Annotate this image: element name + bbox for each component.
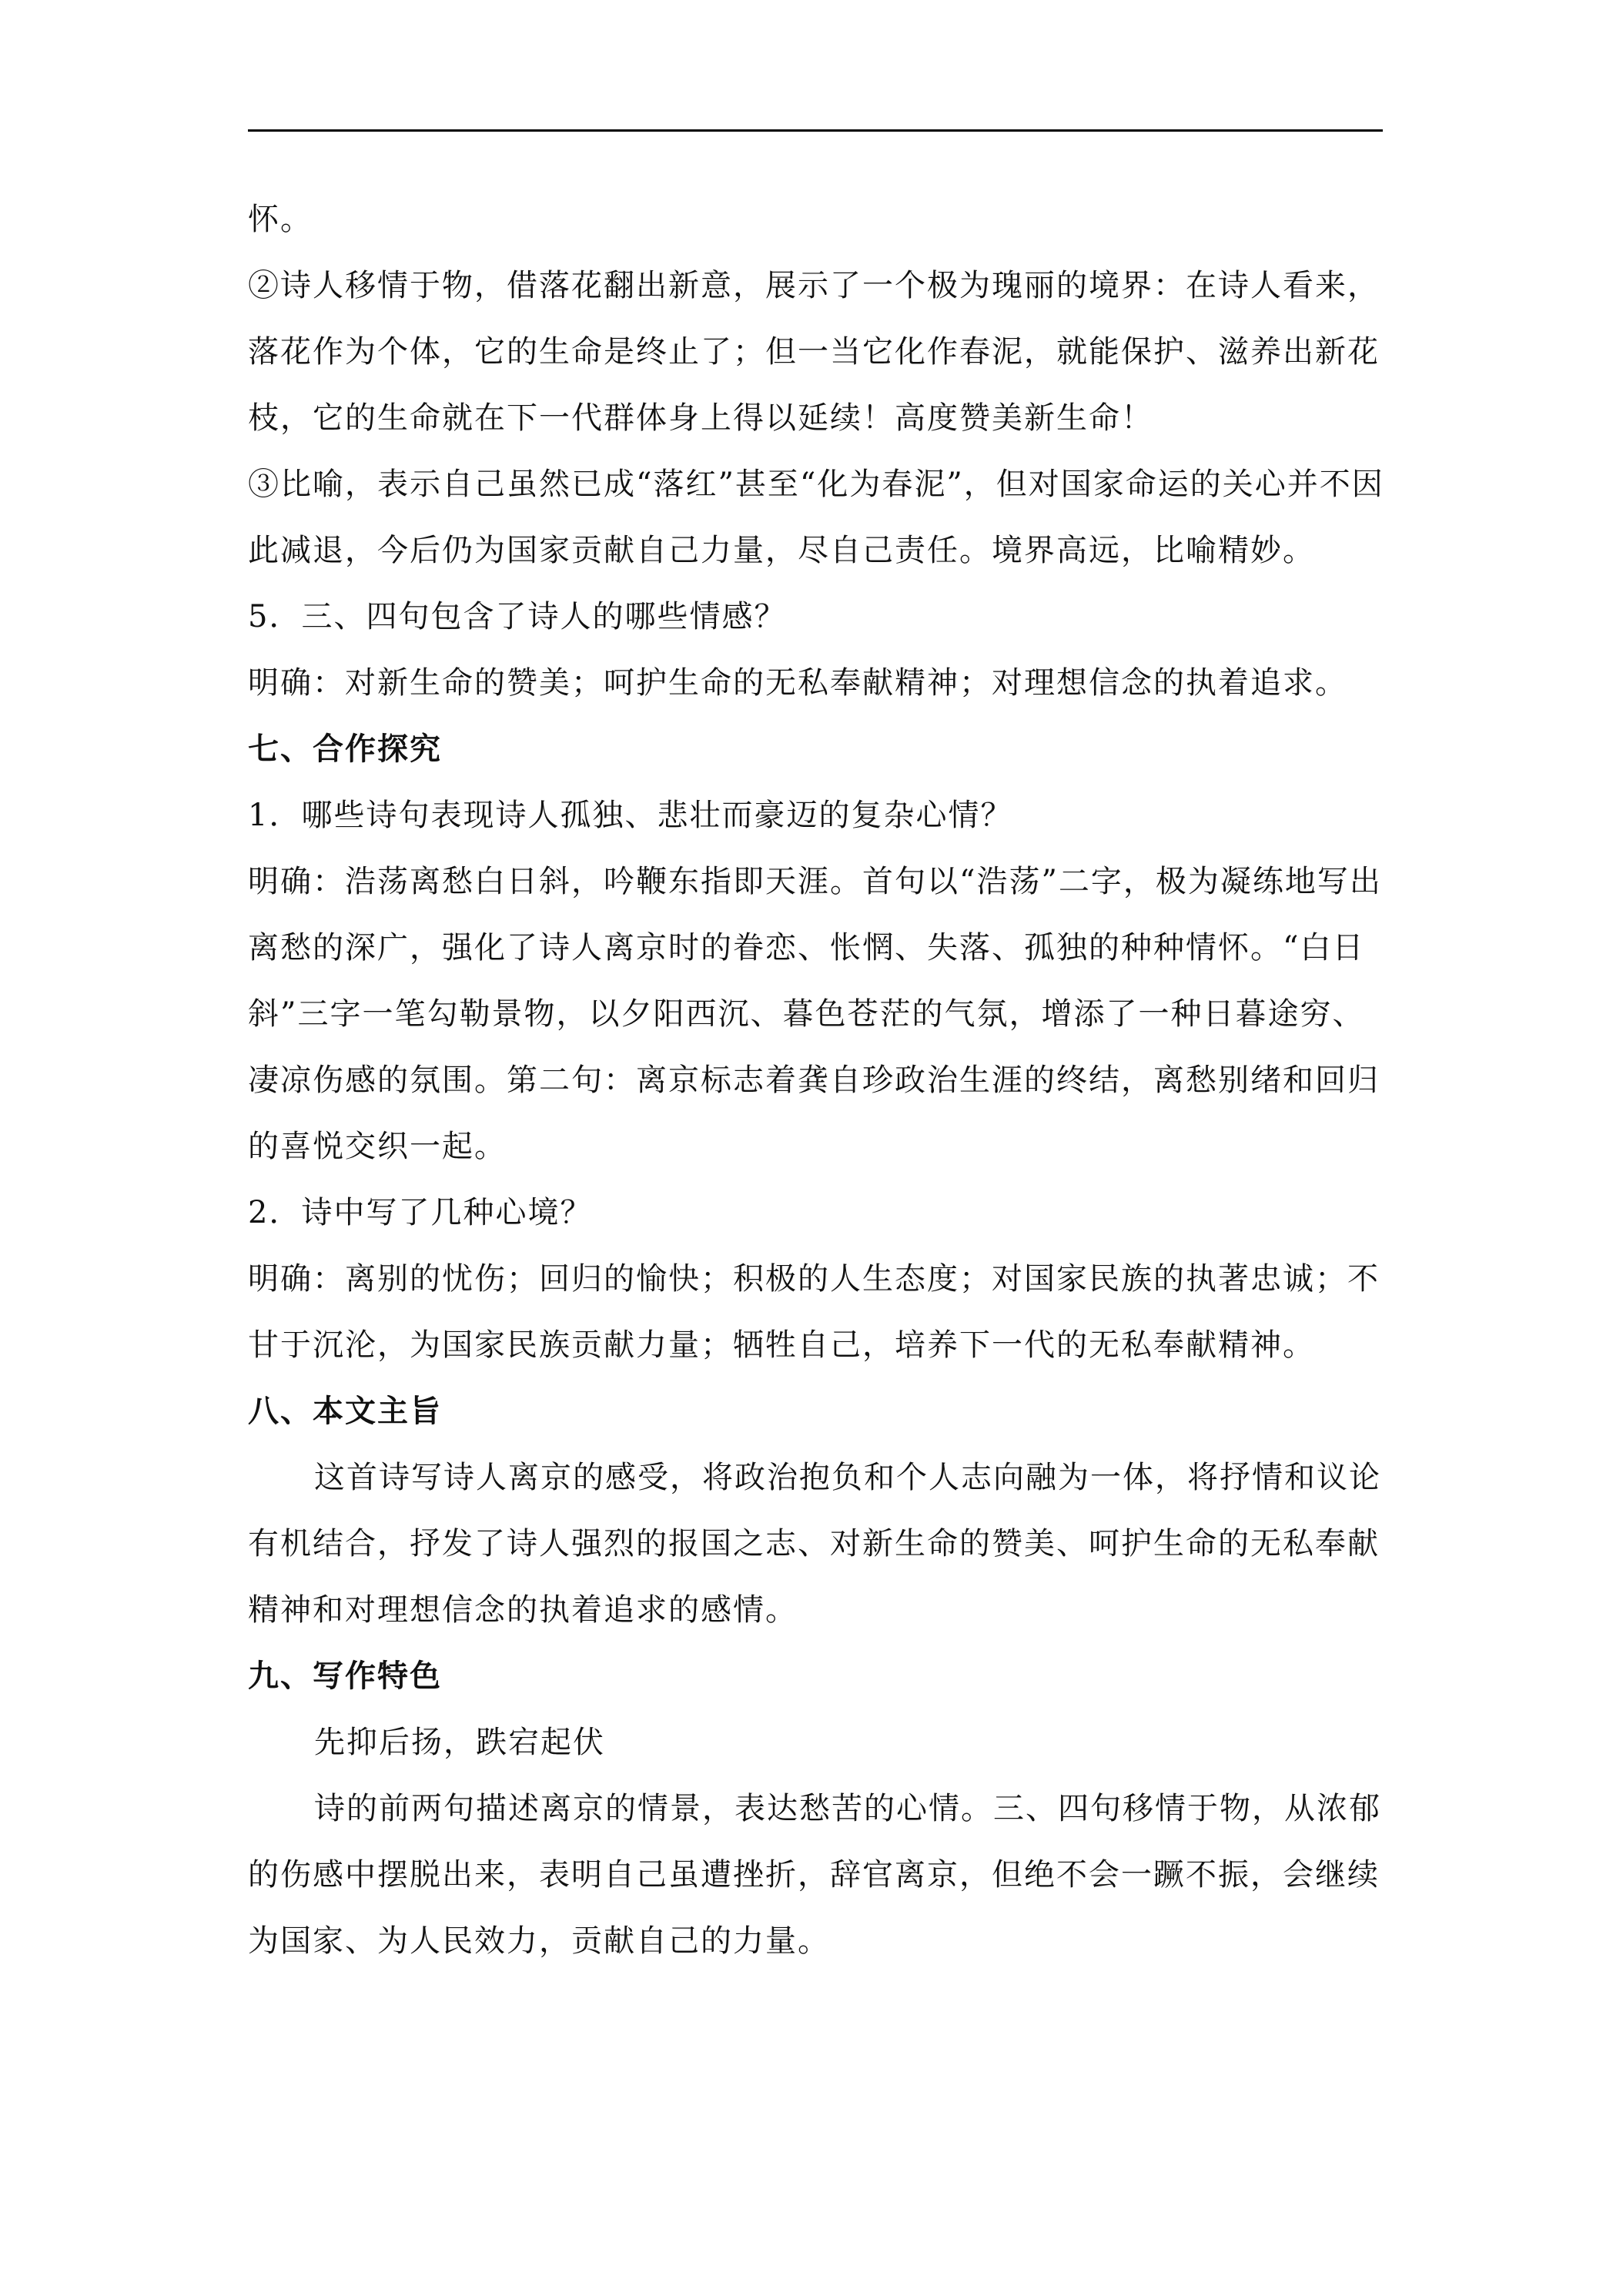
document-body <box>248 186 1383 1974</box>
section-heading-features: 九、写作特色 <box>248 1658 442 1694</box>
paragraph-line: 此减退，今后仍为国家贡献自己力量，尽自己责任。境界高远，比喻精妙。 <box>248 533 1315 568</box>
paragraph-line: 凄凉伤感的氛围。第二句：离京标志着龚自珍政治生涯的终结，离愁别绪和回归 <box>248 1063 1380 1098</box>
answer-line: 明确：对新生命的赞美；呵护生命的无私奉献精神；对理想信念的执着追求。 <box>248 665 1347 701</box>
question-1: 1．哪些诗句表现诗人孤独、悲壮而豪迈的复杂心情？ <box>248 798 1013 833</box>
paragraph-line: 斜”三字一笔勾勒景物，以夕阳西沉、暮色苍茫的气氛，增添了一种日暮途穷、 <box>248 996 1365 1032</box>
paragraph-line: 离愁的深广，强化了诗人离京时的眷恋、怅惘、失落、孤独的种种情怀。“白日 <box>248 930 1365 966</box>
header-rule <box>248 129 1383 132</box>
answer-point-2: ②诗人移情于物，借落花翻出新意，展示了一个极为瑰丽的境界：在诗人看来， <box>248 268 1380 303</box>
paragraph-line: 枝，它的生命就在下一代群体身上得以延续！高度赞美新生命！ <box>248 400 1153 436</box>
paragraph-line: 的喜悦交织一起。 <box>248 1129 507 1164</box>
feature-paragraph-line: 诗的前两句描述离京的情景，表达愁苦的心情。三、四句移情于物，从浓郁 <box>314 1791 1381 1826</box>
theme-paragraph-line: 精神和对理想信念的执着追求的感情。 <box>248 1592 798 1628</box>
theme-paragraph-line: 这首诗写诗人离京的感受，将政治抱负和个人志向融为一体，将抒情和议论 <box>314 1460 1381 1495</box>
answer-point-3: ③比喻，表示自己虽然已成“落红”甚至“化为春泥”，但对国家命运的关心并不因 <box>248 467 1384 502</box>
answer-line: 明确：离别的忧伤；回归的愉快；积极的人生态度；对国家民族的执著忠诚；不 <box>248 1261 1380 1297</box>
section-heading-theme: 八、本文主旨 <box>248 1394 442 1429</box>
theme-paragraph-line: 有机结合，抒发了诗人强烈的报国之志、对新生命的赞美、呵护生命的无私奉献 <box>248 1526 1380 1561</box>
paragraph-line: 落花作为个体，它的生命是终止了；但一当它化作春泥，就能保护、滋养出新花 <box>248 334 1380 370</box>
feature-paragraph-line: 为国家、为人民效力，贡献自己的力量。 <box>248 1923 830 1959</box>
section-heading-cooperation: 七、合作探究 <box>248 731 442 767</box>
paragraph-line: 怀。 <box>248 202 313 237</box>
question-2: 2．诗中写了几种心境？ <box>248 1195 593 1230</box>
feature-paragraph-line: 的伤感中摆脱出来，表明自己虽遭挫折，辞官离京，但绝不会一蹶不振，会继续 <box>248 1857 1380 1893</box>
answer-line: 明确：浩荡离愁白日斜，吟鞭东指即天涯。首句以“浩荡”二字，极为凝练地写出 <box>248 864 1382 899</box>
question-5: 5．三、四句包含了诗人的哪些情感？ <box>248 599 787 634</box>
feature-title: 先抑后扬，跌宕起伏 <box>314 1725 605 1760</box>
paragraph-line: 甘于沉沦，为国家民族贡献力量；牺牲自己，培养下一代的无私奉献精神。 <box>248 1327 1315 1363</box>
